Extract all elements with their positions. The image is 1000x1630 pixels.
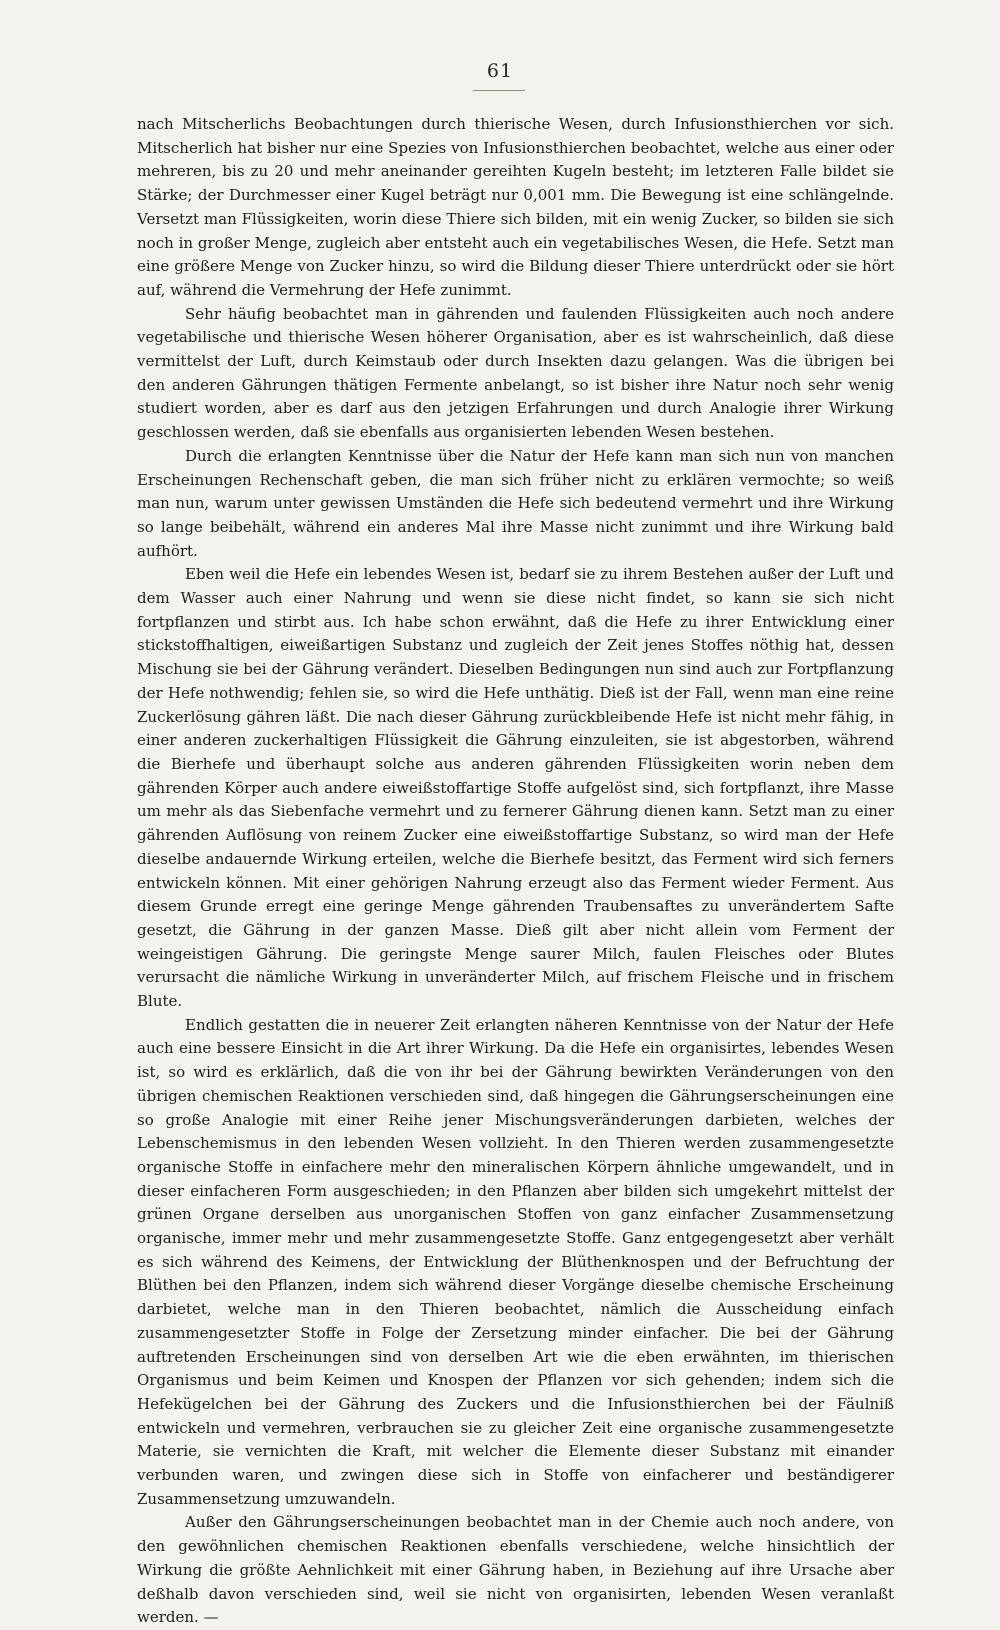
paragraph-3: Durch die erlangten Kenntnisse über die Natur der Hefe kann man sich nun von manchen Erscheinungen Rechenschaft geben, die man sich früher nicht zu erklären vermochte; so weiß man nun, warum unter gewissen Umständen die Hefe sich bedeutend vermehrt und ihre Wirkung so lange beibehält, während ein anderes Mal ihre Masse nicht zunimmt und ihre Wirkung bald aufhört. <box>137 446 894 560</box>
paragraph-1: nach Mitscherlichs Beobachtungen durch thierische Wesen, durch Infusionsthierchen vor sich. Mitscherlich hat bisher nur eine Spezies von Infusionsthierchen beobachtet, welche aus einer oder mehreren, bis zu 20 und mehr aneinander gereihten Kugeln besteht; im letzteren Falle bildet sie Stärke; der Durchmesser einer Kugel beträgt nur 0,001 mm. Die Bewegung ist eine schlängelnde. Versetzt man Flüssigkeiten, worin diese Thiere sich bilden, mit ein wenig Zucker, so bilden sie sich noch in großer Menge, zugleich aber entsteht auch ein vegetabilisches Wesen, die Hefe. Setzt man eine größere Menge von Zucker hinzu, so wird die Bildung dieser Thiere unterdrückt oder sie hört auf, während die Vermehrung der Hefe zunimmt. <box>137 115 894 299</box>
page-number: 61 <box>486 60 514 82</box>
page-number-rule <box>473 90 525 91</box>
paragraph-2: Sehr häufig beobachtet man in gährenden und faulenden Flüssigkeiten auch noch andere vegetabilische und thierische Wesen höherer Organisation, aber es ist wahrscheinlich, daß diese vermittelst der Luft, durch Keimstaub oder durch Insekten dazu gelangen. Was die übrigen bei den anderen Gährungen thätigen Fermente anbelangt, so ist bisher ihre Natur noch sehr wenig studiert worden, aber es darf aus den jetzigen Erfahrungen und durch Analogie ihrer Wirkung geschlossen werden, daß sie ebenfalls aus organisierten lebenden Wesen bestehen. <box>137 304 894 442</box>
paragraph-4: Eben weil die Hefe ein lebendes Wesen ist, bedarf sie zu ihrem Bestehen außer der Luft und dem Wasser auch einer Nahrung und wenn sie diese nicht findet, so kann sie sich nicht fortpflanzen und stirbt aus. Ich habe schon erwähnt, daß die Hefe zu ihrer Entwicklung einer stickstoffhaltigen, eiweißartigen Substanz und zugleich der Zeit jenes Stoffes nöthig hat, dessen Mischung sie bei der Gährung verändert. Dieselben Bedingungen nun sind auch zur Fortpflanzung der Hefe nothwendig; fehlen sie, so wird die Hefe unthätig. Dieß ist der Fall, wenn man eine reine Zuckerlösung gähren läßt. Die nach dieser Gährung zurückbleibende Hefe ist nicht mehr fähig, in einer anderen zuckerhaltigen Flüssigkeit die Gährung einzuleiten, sie ist abgestorben, während die Bierhefe und überhaupt solche aus anderen gährenden Flüssigkeiten worin neben dem gährenden Körper auch andere eiweißstoffartige Stoffe aufgelöst sind, sich fortpflanzt, ihre Masse um mehr als das Siebenfache vermehrt und zu fernerer Gährung dienen kann. Setzt man zu einer gährenden Auflösung von reinem Zucker eine eiweißstoffartige Substanz, so wird man der Hefe dieselbe andauernde Wirkung erteilen, welche die Bierhefe besitzt, das Ferment wird sich ferners entwickeln können. Mit einer gehörigen Nahrung erzeugt also das Ferment wieder Ferment. Aus diesem Grunde erregt eine geringe Menge gährenden Traubensaftes zu unverändertem Safte gesetzt, die Gährung in der ganzen Masse. Dieß gilt aber nicht allein vom Ferment der weingeistigen Gährung. Die geringste Menge saurer Milch, faulen Fleisches oder Blutes verursacht die nämliche Wirkung in unveränderter Milch, auf frischem Fleische und in frischem Blute. <box>137 565 894 1011</box>
body-text <box>137 113 894 1630</box>
paragraph-5: Endlich gestatten die in neuerer Zeit erlangten näheren Kenntnisse von der Natur der Hefe auch eine bessere Einsicht in die Art ihrer Wirkung. Da die Hefe ein organisirtes, lebendes Wesen ist, so wird es erklärlich, daß die von ihr bei der Gährung bewirkten Veränderungen von den übrigen chemischen Reaktionen verschieden sind, daß hingegen die Gährungserscheinungen eine so große Analogie mit einer Reihe jener Mischungsveränderungen darbieten, welches der Lebenschemismus in den lebenden Wesen vollzieht. In den Thieren werden zusammengesetzte organische Stoffe in einfachere mehr den mineralischen Körpern ähnliche umgewandelt, und in dieser einfacheren Form ausgeschieden; in den Pflanzen aber bilden sich umgekehrt mittelst der grünen Organe derselben aus unorganischen Stoffen von ganz einfacher Zusammensetzung organische, immer mehr und mehr zusammengesetzte Stoffe. Ganz entgegengesetzt aber verhält es sich während des Keimens, der Entwicklung der Blüthenknospen und der Befruchtung der Blüthen bei den Pflanzen, indem sich während dieser Vorgänge dieselbe chemische Erscheinung darbietet, welche man in den Thieren beobachtet, nämlich die Ausscheidung einfach zusammengesetzter Stoffe in Folge der Zersetzung minder einfacher. Die bei der Gährung auftretenden Erscheinungen sind von derselben Art wie die eben erwähnten, im thierischen Organismus und beim Keimen und Knospen der Pflanzen vor sich gehenden; indem sich die Hefekügelchen bei der Gährung des Zuckers und die Infusionsthierchen bei der Fäulniß entwickeln und vermehren, verbrauchen sie zu gleicher Zeit eine organische zusammengesetzte Materie, sie vernichten die Kraft, mit welcher die Elemente dieser Substanz mit einander verbunden waren, und zwingen diese sich in Stoffe von einfacherer und beständigerer Zusammensetzung umzuwandeln. <box>137 1015 894 1508</box>
paragraph-6: Außer den Gährungserscheinungen beobachtet man in der Chemie auch noch andere, von den gewöhnlichen chemischen Reaktionen ebenfalls verschiedene, welche hinsichtlich der Wirkung die größte Aehnlichkeit mit einer Gährung haben, in Beziehung auf ihre Ursache aber deßhalb davon verschieden sind, weil sie nicht von organisirten, lebenden Wesen veranlaßt werden. — <box>137 1513 894 1627</box>
